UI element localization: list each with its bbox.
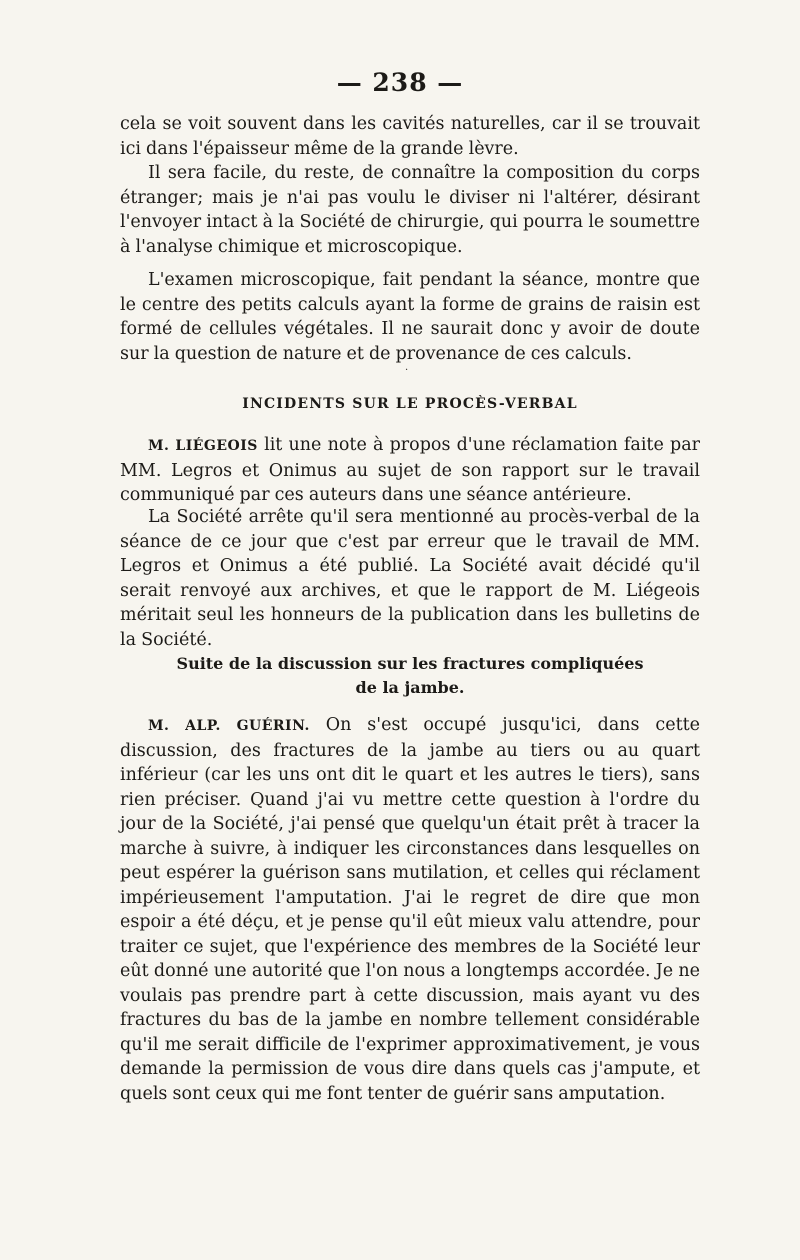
paragraph-guerin [120, 713, 700, 1106]
heading-line-1: Suite de la discussion sur les fractures compliquées [176, 654, 644, 673]
paragraph-societe-decision: La Société arrête qu'il sera mentionné au procès-verbal de la séance de ce jour que c'est par erreur que le travail de MM. Legros et Onimus a été publié. La Société avait décidé qu'il serait renvoyé aux archives, et que le rapport de M. Liégeois méritait seul les honneurs de la publication dans les bulletins de la Société. [120, 507, 700, 650]
ornament-dot: · [405, 365, 409, 376]
paragraph-text: lit une note à propos d'une réclamation faite par MM. Legros et Onimus au sujet de son rapport sur le travail communiqué par ces auteurs dans une séance antérieure. [120, 435, 700, 505]
paragraph-text: On s'est occupé jusqu'ici, dans cette discussion, des fractures de la jambe au tiers ou au quart inférieur (car les uns ont dit le quart et les autres le tiers), sans rien préciser. Quand j'ai vu mettre cette question à l'ordre du jour de la Société, j'ai pensé que quelqu'un était prêt à tracer la marche à suivre, à indiquer les circonstances dans lesquelles on peut espérer la guérison sans mutilation, et celles qui réclament impérieusement l'amputation. J'ai le regret de dire que mon espoir a été déçu, et je pense qu'il eût mieux valu attendre, pour traiter ce sujet, que l'expérience des membres de la Société leur eût donné une autorité que l'on nous a longtemps accordée. Je ne voulais pas prendre part à cette discussion, mais ayant vu des fractures du bas de la jambe en nombre tellement considérable qu'il me serait difficile de l'exprimer approximativement, je vous demande la permission de vous dire dans quels cas j'ampute, et quels sont ceux qui me font tenter de guérir sans amputation. [120, 715, 700, 1104]
paragraph-foreign-body: Il sera facile, du reste, de connaître la composition du corps étranger; mais je n'ai pas voulu le diviser ni l'altérer, désirant l'envoyer intact à la Société de chirurgie, qui pourra le soumettre à l'analyse chimique et microscopique. [120, 163, 700, 257]
paragraph-continuation: cela se voit souvent dans les cavités naturelles, car il se trouvait ici dans l'épaisseur même de la grande lèvre. [120, 114, 700, 159]
heading-line-2: de la jambe. [355, 678, 465, 697]
paragraph-liegeois [120, 433, 700, 508]
speaker-name: M. LIÉGEOIS [148, 438, 258, 454]
page-number: — 238 — [336, 68, 464, 97]
section-heading-incidents: INCIDENTS SUR LE PROCÈS-VERBAL [242, 396, 578, 412]
paragraph-microscopic-exam: L'examen microscopique, fait pendant la séance, montre que le centre des petits calculs ayant la forme de grains de raisin est formé de cellules végétales. Il ne saurait donc y avoir de doute sur la question de nature et de provenance de ces calculs. [120, 270, 700, 364]
speaker-name: M. ALP. GUÉRIN. [148, 718, 310, 734]
section-heading-suite [120, 652, 700, 700]
